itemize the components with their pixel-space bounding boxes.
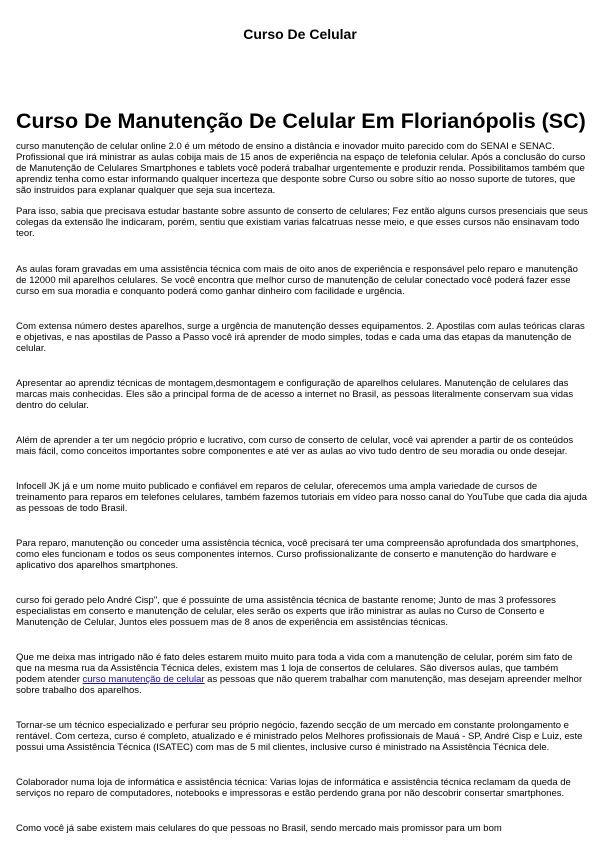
article-title: Curso De Manutenção De Celular Em Florianópolis (SC) xyxy=(16,109,586,133)
paragraph-10-text-before: Que me deixa mas intrigado não é fato deles estarem muito muito para toda a vida com a manutenção de celular, porém sim fato de que na mesma rua da Assistência Técnica deles, existem mas 1 loja de consertos de celulares. São diversos aulas, que também podem atender xyxy=(16,652,573,685)
paragraph-13: Como você já sabe existem mais celulares do que pessoas no Brasil, sendo mercado mais promissor para um bom xyxy=(16,823,502,834)
paragraph-8: Para reparo, manutenção ou conceder uma assistência técnica, você precisará ter uma compreensão aprofundada dos smartphones, como eles funcionam e todos os seus componentes internos. Curso profissionalizante de conserto e manutenção do hardware e aplicativo dos aparelhos smartphones. xyxy=(16,538,579,571)
paragraph-7: Infocell JK já e um nome muito publicado e confiável em reparos de celular, oferecemos uma ampla variedade de cursos de treinamento para reparos em telefones celulares, também fazemos tutoriais em vídeo para nosso canal do YouTube que cada dia ajuda as pessoas de todo Brasil. xyxy=(16,481,588,514)
paragraph-12: Colaborador numa loja de informática e assistência técnica: Varias lojas de informática e assistência técnica reclamam da queda de serviços no reparo de computadores, notebooks e impressoras e estão perdendo grana por não descobrir consertar smartphones. xyxy=(16,777,571,799)
paragraph-4: Com extensa número destes aparelhos, surge a urgência de manutenção desses equipamentos. 2. Apostilas com aulas teóricas claras e objetivas, e nas apostilas de Passo a Passo você irá aprender de modo simples, todas e cada uma das etapas da manutenção de celular. xyxy=(16,321,585,354)
paragraph-1: curso manutenção de celular online 2.0 é um método de ensino a distância e inovador muito parecido com do SENAI e SENAC. Profissional que irá ministrar as aulas cobija mais de 15 anos de experiência na espaço de telefonia celular. Após a conclusão do curso de Manutenção de Celulares Smartphones e tablets você poderá trabalhar urgentemente e produzir renda. Possibilitamos também que aprendiz tenha como estar informando qualquer incerteza que desponte sobre Curso ou sobre sítio ao nosso suporte de tutores, que são instruidos para explanar qualquer que seja sua incerteza. xyxy=(16,141,586,196)
paragraph-6: Além de aprender a ter um negócio próprio e lucrativo, com curso de conserto de celular, você vai aprender a partir de os conteúdos mais fácil, como conceitos importantes sobre componentes e até ver as aulas ao vivo tudo dentro de seu moradia ou onde desejar. xyxy=(16,435,574,457)
paragraph-5: Apresentar ao aprendiz técnicas de montagem,desmontagem e configuração de aparelhos celulares. Manutenção de celulares das marcas mais conhecidas. Eles são a principal forma de de acesso a internet no Brasil, as pessoas literalmente conservam sua vidas dentro do celular. xyxy=(16,378,574,411)
article-body xyxy=(16,141,588,834)
page-header: Curso De Celular xyxy=(243,26,357,42)
paragraph-10-text-after: as pessoas que não querem trabalhar com manutenção, mas desejam apreender melhor sobre trabalho dos aparelhos. xyxy=(16,674,583,696)
course-link[interactable]: curso manutenção de celular xyxy=(82,674,205,685)
paragraph-9: curso foi gerado pelo André Cisp", que é possuinte de uma assistência técnica de bastante renome; Junto de mas 3 professores especialistas em conserto e manutenção de celular, eles serão os experts que irão ministrar as aulas no Curso de Conserto e Manutenção de Celular, Juntos eles possuem mas de 8 anos de experiência em assistências técnicas. xyxy=(16,595,556,628)
paragraph-10 xyxy=(16,652,588,696)
paragraph-11: Tornar-se um técnico especializado e perfurar seu próprio negócio, fazendo secção de um mercado em constante prolongamento e rentável. Com certeza, curso é completo, atualizado e é ministrado pelos Melhores profissionais de Mauá - SP, André Cisp e Luiz, este possui uma Assistência Técnica (ISATEC) com mas de 5 mil clientes, inclusive curso é ministrado na Assistência Técnica dele. xyxy=(16,720,583,753)
paragraph-3: As aulas foram gravadas em uma assistência técnica com mais de oito anos de experiência e responsável pelo reparo e manutenção de 12000 mil aparelhos celulares. Se você encontra que melhor curso de manutenção de celular conectado você poderá fazer esse curso em sua moradia e conquanto poderá como ganhar dinheiro com facilidade e urgência. xyxy=(16,264,578,297)
paragraph-2: Para isso, sabia que precisava estudar bastante sobre assunto de conserto de celulares; Fez então alguns cursos presenciais que seus colegas da extensão lhe indicaram, porém, sentiu que existiam varias falcatruas nesse meio, e que esses cursos não ensinavam todo teor. xyxy=(16,206,588,239)
